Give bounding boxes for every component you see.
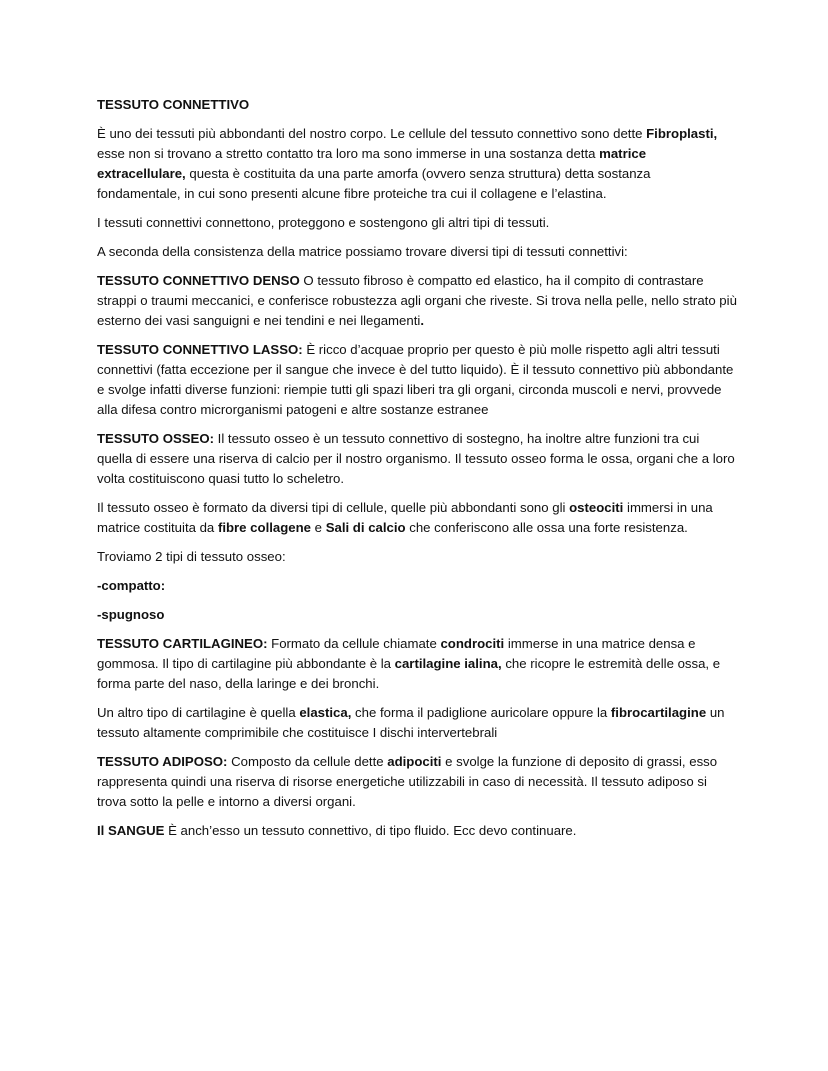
- paragraph-cartilage: TESSUTO CARTILAGINEO: Formato da cellule chiamate condrociti immerse in una matrice densa e gommosa. Il tipo di cartilagine più abbondante è la cartilagine ialina, che ricopre le estremità delle ossa, e forma parte del naso, della laringe e dei bronchi.: [97, 636, 721, 691]
- paragraph-adipose: TESSUTO ADIPOSO: Composto da cellule dette adipociti e svolge la funzione di deposito di grassi, esso rappresenta quindi una riserva di risorse energetiche utilizzabili in caso di necessità. Il tessuto adiposo si trova sotto la pelle e intorno a diversi organi.: [97, 754, 718, 809]
- paragraph-loose: TESSUTO CONNETTIVO LASSO: È ricco d’acquae proprio per questo è più molle rispetto agli altri tessuti connettivi (fatta eccezione per il sangue che invece è del tutto liquido). È il tessuto connettivo più abbondante e svolge infatti diverse funzioni: riempie tutti gli spazi liberi tra gli organi, circonda muscoli e nervi, provvede alla difesa contro microrganismi patogeni e altre sostanze estranee: [97, 342, 734, 417]
- document-page: [97, 95, 737, 850]
- document-title: TESSUTO CONNETTIVO: [97, 97, 250, 112]
- paragraph-functions: I tessuti connettivi connettono, proteggono e sostengono gli altri tipi di tessuti.: [97, 215, 550, 230]
- list-item-compact: -compatto:: [97, 578, 166, 593]
- paragraph-cartilage-types: Un altro tipo di cartilagine è quella elastica, che forma il padiglione auricolare oppure la fibrocartilagine un tessuto altamente comprimibile che costituisce I dischi intervertebrali: [97, 705, 725, 740]
- paragraph-bone-types: Troviamo 2 tipi di tessuto osseo:: [97, 549, 286, 564]
- paragraph-bone-cells: Il tessuto osseo è formato da diversi tipi di cellule, quelle più abbondanti sono gli osteociti immersi in una matrice costituita da fibre collagene e Sali di calcio che conferiscono alle ossa una forte resistenza.: [97, 500, 713, 535]
- list-item-spongy: -spugnoso: [97, 607, 165, 622]
- paragraph-intro: È uno dei tessuti più abbondanti del nostro corpo. Le cellule del tessuto connettivo sono dette Fibroplasti, esse non si trovano a stretto contatto tra loro ma sono immerse in una sostanza detta matrice extracellulare, questa è costituita da una parte amorfa (ovvero senza struttura) detta sostanza fondamentale, in cui sono presenti alcune fibre proteiche tra cui il collagene e l’elastina.: [97, 126, 718, 201]
- paragraph-types-intro: A seconda della consistenza della matrice possiamo trovare diversi tipi di tessuti connettivi:: [97, 244, 628, 259]
- paragraph-blood: Il SANGUE È anch’esso un tessuto connettivo, di tipo fluido. Ecc devo continuare.: [97, 823, 577, 838]
- paragraph-dense: TESSUTO CONNETTIVO DENSO O tessuto fibroso è compatto ed elastico, ha il compito di contrastare strappi o traumi meccanici, e conferisce robustezza agli organi che riveste. Si trova nella pelle, nello strato più esterno dei vasi sanguigni e nei tendini e nei llegamenti.: [97, 273, 737, 328]
- paragraph-bone: TESSUTO OSSEO: Il tessuto osseo è un tessuto connettivo di sostegno, ha inoltre altre funzioni tra cui quella di essere una riserva di calcio per il nostro organismo. Il tessuto osseo forma le ossa, organi che a loro volta costituiscono quasi tutto lo scheletro.: [97, 431, 735, 486]
